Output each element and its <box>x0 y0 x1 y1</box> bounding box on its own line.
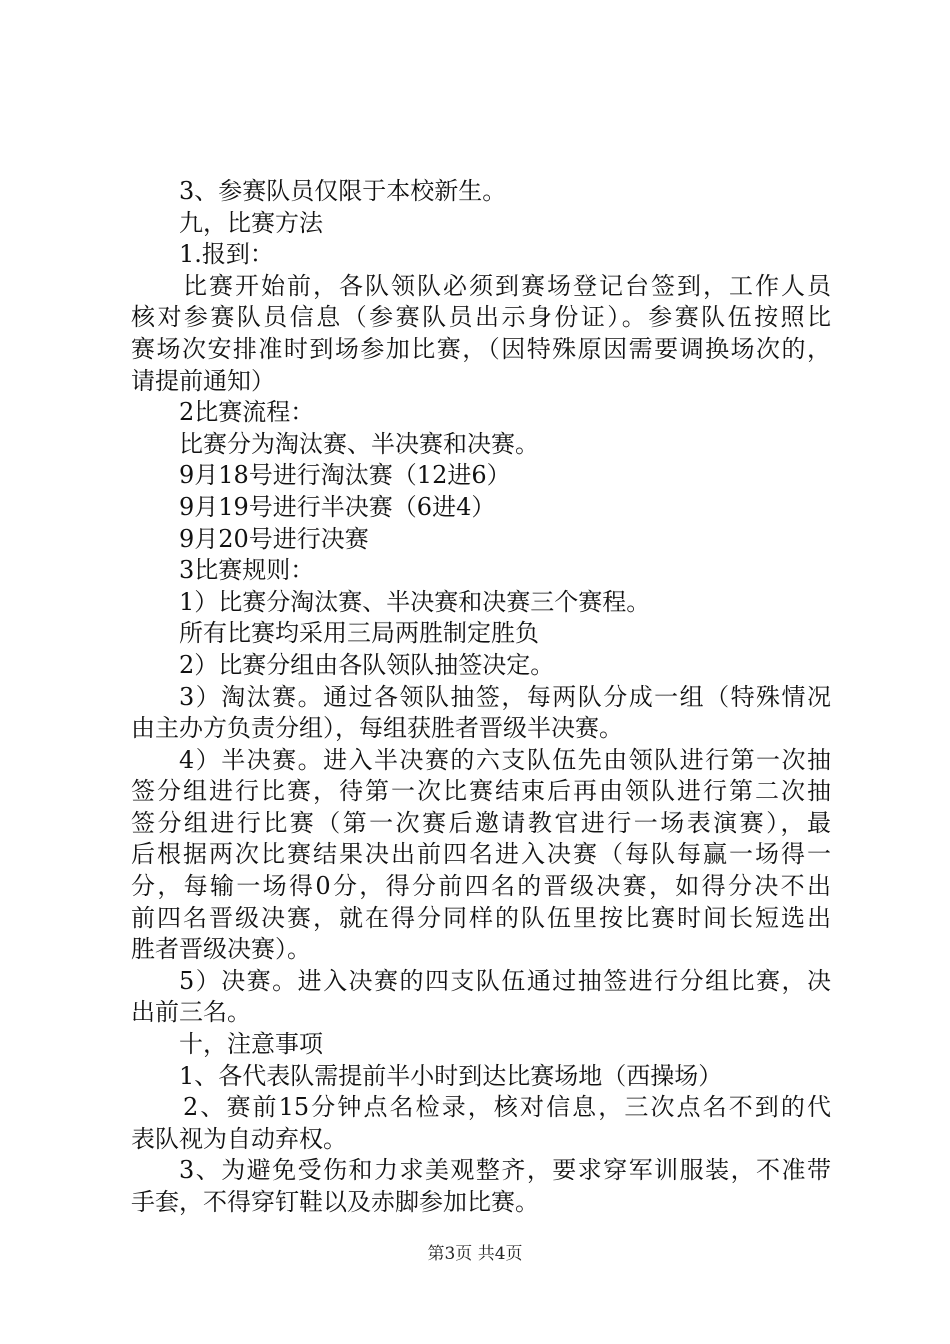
section-heading-9: 九，比赛方法 <box>179 208 323 237</box>
rule-line: 5）决赛。进入决赛的四支队伍通过抽签进行分组比赛，决 <box>179 966 831 995</box>
rule-line: 2）比赛分组由各队领队抽签决定。 <box>179 650 555 679</box>
schedule-item: 9月18号进行淘汰赛（12进6） <box>179 461 511 490</box>
rule-line: 由主办方负责分组），每组获胜者晋级半决赛。 <box>131 714 623 743</box>
paragraph-line: 赛场次安排准时到场参加比赛，（因特殊原因需要调换场次的， <box>131 334 831 363</box>
rule-line: 签分组进行比赛，待第一次比赛结束后再由领队进行第二次抽 <box>131 777 831 806</box>
rule-line: 1）比赛分淘汰赛、半决赛和决赛三个赛程。 <box>179 587 651 616</box>
rule-item-3: 3、参赛队员仅限于本校新生。 <box>179 177 507 205</box>
schedule-item: 9月19号进行半决赛（6进4） <box>179 492 496 521</box>
paragraph-line: 比赛分为淘汰赛、半决赛和决赛。 <box>179 429 539 458</box>
notice-item: 1、各代表队需提前半小时到达比赛场地（西操场） <box>179 1061 723 1090</box>
rule-line: 分，每输一场得0分，得分前四名的晋级决赛，如得分决不出 <box>131 872 831 901</box>
rule-line: 后根据两次比赛结果决出前四名进入决赛（每队每赢一场得一 <box>131 840 831 869</box>
rule-line: 出前三名。 <box>131 998 251 1027</box>
rule-line: 3）淘汰赛。通过各领队抽签，每两队分成一组（特殊情况 <box>179 682 831 711</box>
page-number-footer: 第3页 共4页 <box>427 1244 523 1264</box>
subheading-process: 2比赛流程： <box>179 398 315 427</box>
notice-item: 表队视为自动弃权。 <box>131 1124 347 1153</box>
document-body <box>131 176 831 1219</box>
rule-line: 胜者晋级决赛）。 <box>131 935 311 964</box>
schedule-item: 9月20号进行决赛 <box>179 524 369 553</box>
section-heading-10: 十，注意事项 <box>179 1030 323 1059</box>
notice-item: 2、赛前15分钟点名检录，核对信息，三次点名不到的代 <box>183 1093 831 1122</box>
rule-line: 4）半决赛。进入半决赛的六支队伍先由领队进行第一次抽 <box>179 745 831 774</box>
subheading-rules: 3比赛规则： <box>179 556 315 585</box>
notice-item: 手套，不得穿钉鞋以及赤脚参加比赛。 <box>131 1188 539 1216</box>
rule-line: 签分组进行比赛（第一次赛后邀请教官进行一场表演赛），最 <box>131 808 831 837</box>
paragraph-line: 核对参赛队员信息（参赛队员出示身份证）。参赛队伍按照比 <box>131 303 831 332</box>
rule-line: 所有比赛均采用三局两胜制定胜负 <box>179 619 539 648</box>
paragraph-line: 请提前通知） <box>131 366 275 395</box>
rule-line: 前四名晋级决赛，就在得分同样的队伍里按比赛时间长短选出 <box>131 903 831 932</box>
subheading-registration: 1.报到： <box>179 240 274 269</box>
notice-item: 3、为避免受伤和力求美观整齐，要求穿军训服装，不准带 <box>179 1156 831 1185</box>
paragraph-line: 比赛开始前，各队领队必须到赛场登记台签到，工作人员 <box>183 271 831 300</box>
